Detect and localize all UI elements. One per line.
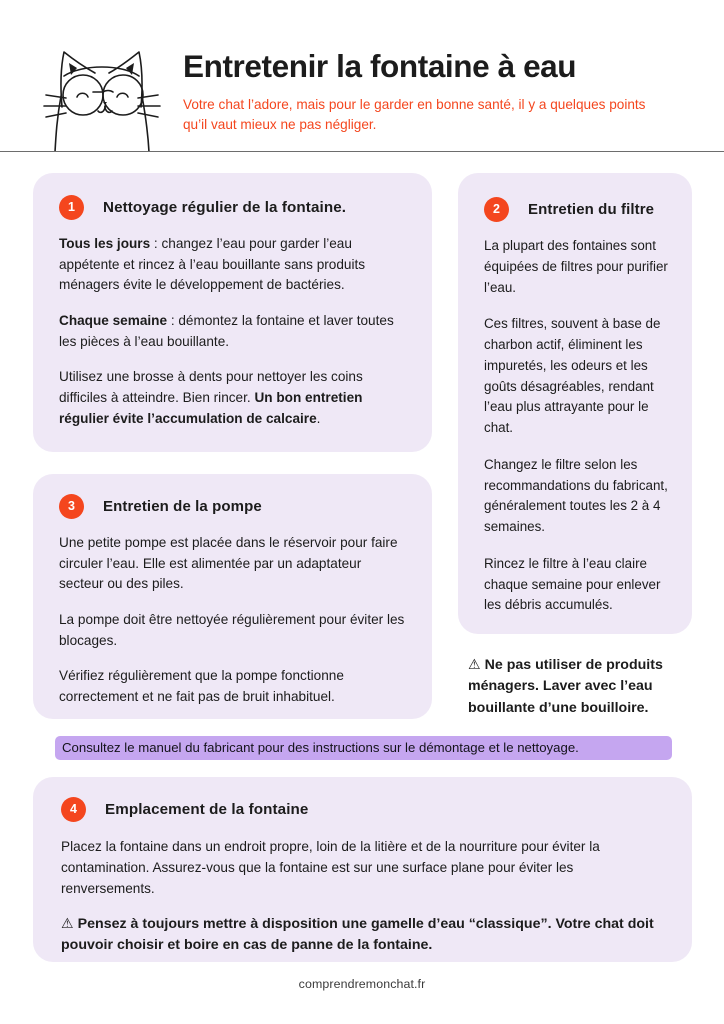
- paragraph: [484, 236, 668, 298]
- cat-with-glasses-icon: [38, 34, 166, 152]
- side-warning-label: Ne pas utiliser de produits ménagers. Laver avec l’eau bouillante d’une bouilloire.: [468, 657, 663, 716]
- card-header: [59, 195, 406, 220]
- body-text: Utilisez une brosse à dents pour nettoyer les coins difficiles à atteindre. Bien rincer.: [59, 369, 363, 405]
- paragraph: [59, 610, 406, 651]
- step-number-badge: 3: [59, 494, 84, 519]
- card-header: [484, 197, 668, 222]
- card-warning-label: Pensez à toujours mettre à disposition une gamelle d’eau “classique”. Votre chat doit pouvoir choisir et boire en cas de panne de la fontaine.: [61, 916, 654, 954]
- emphasis-text: Chaque semaine: [59, 312, 168, 328]
- emphasis-text: Un bon entretien régulier évite l’accumulation de calcaire: [59, 389, 363, 426]
- side-warning-text: [468, 655, 700, 719]
- paragraph: [59, 234, 406, 296]
- paragraph: [59, 311, 406, 352]
- card-title: Entretien de la pompe: [103, 498, 262, 515]
- banner-text: Consultez le manuel du fabricant pour des instructions sur le démontage et le nettoyage.: [62, 740, 579, 756]
- manual-highlight-banner: [55, 736, 672, 760]
- body-text: La plupart des fontaines sont équipées de filtres pour purifier l’eau.: [484, 238, 668, 295]
- body-text: : démontez la fontaine et laver toutes les pièces à l’eau bouillante.: [59, 312, 394, 349]
- step-number-badge: 1: [59, 195, 84, 220]
- card-nettoyage-regulier: [33, 173, 432, 452]
- paragraph: [484, 455, 668, 538]
- body-text: La pompe doit être nettoyée régulièrement pour éviter les blocages.: [59, 611, 405, 648]
- card-title: Nettoyage régulier de la fontaine.: [103, 199, 347, 216]
- header-divider: [0, 151, 724, 152]
- card-header: [61, 797, 664, 822]
- card-warning-text: [61, 914, 664, 957]
- step-number-badge: 2: [484, 197, 509, 222]
- card-entretien-pompe: [33, 474, 432, 719]
- card-body: [61, 836, 664, 899]
- body-text: .: [316, 410, 321, 426]
- card-header: [59, 494, 406, 519]
- card-body: [59, 533, 406, 708]
- card-title: Entretien du filtre: [528, 201, 655, 218]
- side-warning-block: [468, 655, 700, 719]
- emphasis-text: Tous les jours: [59, 236, 151, 251]
- card-body: [59, 234, 406, 429]
- page-title: Entretenir la fontaine à eau: [183, 48, 577, 84]
- body-text: : changez l’eau pour garder l’eau appétente et rincez à l’eau bouillante sans produits ménagers évite le développement de bactéries.: [59, 236, 366, 293]
- body-text: Changez le filtre selon les recommandations du fabricant, généralement toutes les 2 à 4 semaines.: [484, 456, 668, 535]
- card-title: Emplacement de la fontaine: [105, 801, 309, 818]
- body-text: Rincez le filtre à l’eau claire chaque semaine pour enlever les débris accumulés.: [484, 555, 661, 613]
- page-header: [0, 0, 724, 152]
- page-footer: [0, 975, 724, 993]
- site-name: comprendremonchat.fr: [298, 977, 426, 991]
- step-number-badge: 4: [61, 797, 86, 822]
- paragraph: [59, 666, 406, 707]
- body-text: Ces filtres, souvent à base de charbon actif, éliminent les impuretés, les odeurs et les goûts désagréables, rendant l’eau plus attrayante pour le chat.: [484, 316, 661, 436]
- card-emplacement-fontaine: [33, 777, 692, 962]
- body-text: Une petite pompe est placée dans le réservoir pour faire circuler l’eau. Elle est alimentée par un adaptateur secteur ou des piles.: [59, 535, 398, 592]
- body-text: Vérifiez régulièrement que la pompe fonctionne correctement et ne fait pas de bruit inhabituel.: [59, 668, 344, 704]
- paragraph: [484, 554, 668, 616]
- card-entretien-filtre: [458, 173, 692, 634]
- body-text: Placez la fontaine dans un endroit propre, loin de la litière et de la nourriture pour éviter la contamination. Assurez-vous que la fontaine est sur une surface plane pour éviter les renversements.: [61, 839, 600, 897]
- header-text-block: [183, 48, 694, 135]
- page-subtitle: Votre chat l’adore, mais pour le garder en bonne santé, il y a quelques points qu’il vaut mieux ne pas négliger.: [183, 97, 646, 132]
- warning-triangle-icon: ⚠: [468, 657, 481, 673]
- paragraph: [61, 836, 664, 899]
- card-body: [484, 236, 668, 616]
- warning-triangle-icon: ⚠: [61, 916, 74, 933]
- paragraph: [59, 533, 406, 595]
- paragraph: [484, 314, 668, 439]
- paragraph: [59, 367, 406, 429]
